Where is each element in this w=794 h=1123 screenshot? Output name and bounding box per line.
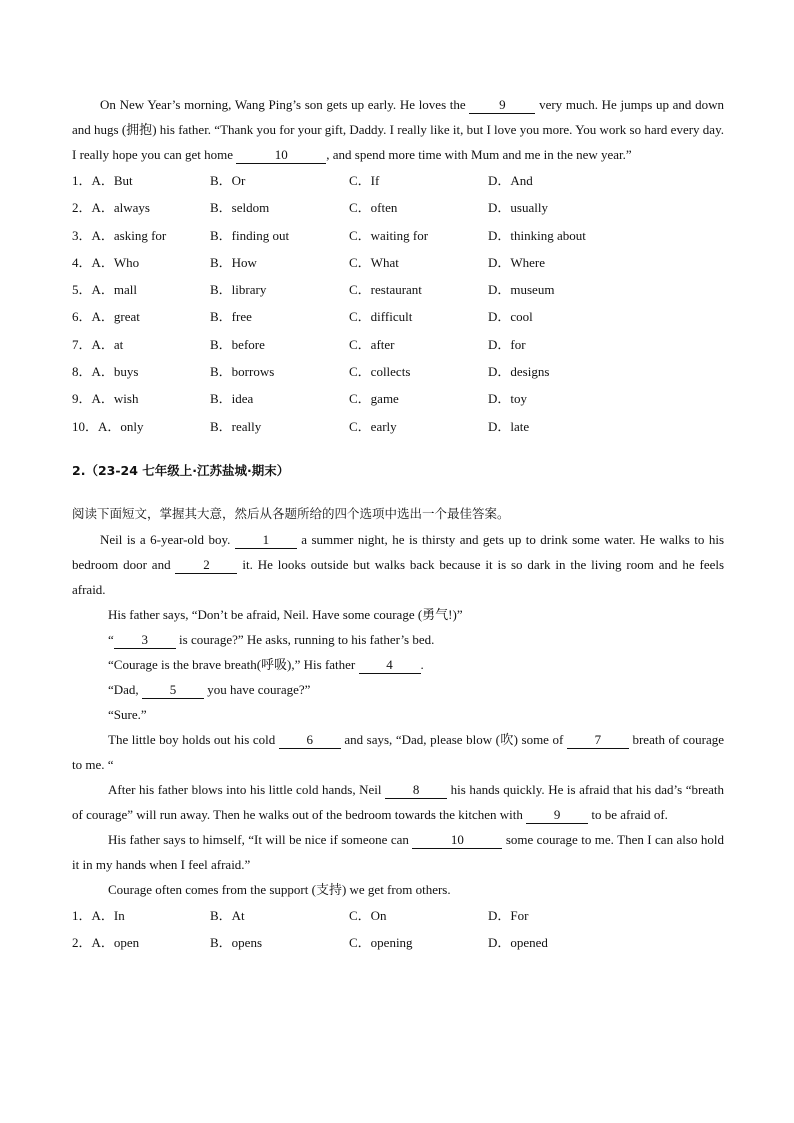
option-row xyxy=(72,194,724,221)
passage-text: The little boy holds out his cold xyxy=(108,731,276,747)
option-row xyxy=(72,249,724,276)
blank-10: 10 xyxy=(412,832,502,849)
passage-text: . xyxy=(420,656,424,672)
blank-8: 8 xyxy=(385,782,447,799)
passage-text: breath of courage to me. “ xyxy=(72,731,725,772)
option-a: 1．A．In xyxy=(72,907,125,923)
option-a: 6．A．great xyxy=(72,309,140,325)
option-row xyxy=(72,303,724,330)
option-c: C．difficult xyxy=(349,309,413,325)
passage-2-paragraph xyxy=(72,727,724,777)
passage-2-line xyxy=(72,877,724,902)
blank-1: 1 xyxy=(235,532,297,549)
option-d: D．designs xyxy=(488,364,550,380)
option-a: 2．A．always xyxy=(72,200,150,216)
passage-text: it. He looks outside but walks back because it is so dark in the living room and he feels afraid. xyxy=(72,556,725,597)
option-b: B．before xyxy=(210,336,265,352)
option-c: C．restaurant xyxy=(349,282,422,298)
option-b: B．free xyxy=(210,309,252,325)
option-row xyxy=(72,902,724,929)
option-d: D．thinking about xyxy=(488,227,586,243)
option-a: 10．A．only xyxy=(72,418,144,434)
passage-text: His father says to himself, “It will be nice if someone can xyxy=(108,831,409,847)
option-c: C．early xyxy=(349,418,397,434)
option-b: B．idea xyxy=(210,391,254,407)
passage-text: On New Year’s morning, Wang Ping’s son gets up early. He loves the xyxy=(100,97,466,112)
option-b: B．seldom xyxy=(210,200,270,216)
passage-text: “ xyxy=(108,631,114,647)
option-a: 1．A．But xyxy=(72,173,133,188)
passage-text: you have courage?” xyxy=(207,681,311,697)
passage-2-line xyxy=(72,602,724,627)
option-d: D．Where xyxy=(488,254,546,270)
option-b: B．opens xyxy=(210,935,263,951)
option-a: 7．A．at xyxy=(72,336,124,352)
blank-4: 4 xyxy=(359,657,421,674)
passage-2-line xyxy=(72,627,724,652)
blank-3: 3 xyxy=(114,632,176,649)
document-page xyxy=(72,92,724,957)
passage-text: his hands quickly. He is afraid that his dad’s “breath of courage” will run away. Then he walks out of the bedroom towards the kitchen with xyxy=(72,781,725,822)
option-b: B．Or xyxy=(210,173,246,188)
passage-text: Neil is a 6-year-old boy. xyxy=(100,531,231,547)
blank-5: 5 xyxy=(142,682,204,699)
option-c: C．often xyxy=(349,200,398,216)
passage-text: His father says, “Don’t be afraid, Neil. Have some courage (勇气!)” xyxy=(108,606,463,622)
option-b: B．really xyxy=(210,418,262,434)
passage-text: a summer night, he is thirsty and gets up to drink some water. He walks to his bedroom door and xyxy=(72,531,725,572)
option-c: C．If xyxy=(349,173,380,188)
option-c: C．waiting for xyxy=(349,227,429,243)
option-b: B．At xyxy=(210,907,245,923)
option-a: 5．A．mall xyxy=(72,282,137,298)
option-d: D．usually xyxy=(488,200,548,216)
option-row xyxy=(72,276,724,303)
passage-1-paragraph xyxy=(72,92,724,167)
option-row xyxy=(72,385,724,412)
passage-text: “Courage is the brave breath(呼吸),” His father xyxy=(108,656,356,672)
option-b: B．borrows xyxy=(210,364,275,380)
blank-9: 9 xyxy=(526,807,588,824)
option-a: 9．A．wish xyxy=(72,391,139,407)
option-d: D．cool xyxy=(488,309,533,325)
passage-2-paragraph xyxy=(72,777,724,827)
option-d: D．late xyxy=(488,418,530,434)
blank-6: 6 xyxy=(279,732,341,749)
options-list-2 xyxy=(72,902,724,957)
passage-text: is courage?” He asks, running to his father’s bed. xyxy=(179,631,435,647)
option-row xyxy=(72,413,724,440)
passage-2-paragraph-1 xyxy=(72,527,724,602)
blank-10: 10 xyxy=(236,147,326,164)
passage-text: “Dad, xyxy=(108,681,139,697)
option-a: 3．A．asking for xyxy=(72,227,167,243)
section-heading: 2.（23-24 七年级上·江苏盐城·期末） xyxy=(72,462,290,478)
option-d: D．opened xyxy=(488,935,548,951)
option-b: B．How xyxy=(210,254,257,270)
option-d: D．for xyxy=(488,336,526,352)
passage-2-paragraph xyxy=(72,827,724,877)
passage-text: to be afraid of. xyxy=(591,806,668,822)
option-a: 4．A．Who xyxy=(72,254,140,270)
passage-text: Courage often comes from the support (支持) we get from others. xyxy=(108,881,451,897)
option-b: B．finding out xyxy=(210,227,290,243)
passage-text: some courage to me. Then I can also hold it in my hands when I feel afraid.” xyxy=(72,831,724,872)
option-c: C．after xyxy=(349,336,395,352)
passage-2-line xyxy=(72,652,724,677)
passage-text: and says, “Dad, please blow (吹) some of xyxy=(344,731,564,747)
option-d: D．And xyxy=(488,173,533,188)
option-d: D．museum xyxy=(488,282,555,298)
option-row xyxy=(72,167,724,194)
option-c: C．opening xyxy=(349,935,413,951)
passage-text: very much. He jumps up and down and hugs (拥抱) his father. “Thank you for your gift, Daddy. I really like it, but I love you more. You work so hard every day. I really hope you can get home xyxy=(72,97,725,162)
option-row xyxy=(72,331,724,358)
options-list-1 xyxy=(72,167,724,440)
passage-2-line xyxy=(72,702,724,727)
option-b: B．library xyxy=(210,282,267,298)
option-row xyxy=(72,358,724,385)
passage-text: After his father blows into his little cold hands, Neil xyxy=(108,781,382,797)
passage-text: “Sure.” xyxy=(108,706,147,722)
option-a: 2．A．open xyxy=(72,935,140,951)
passage-2-line xyxy=(72,677,724,702)
instruction-text: 阅读下面短文，掌握其大意，然后从各题所给的四个选项中选出一个最佳答案。 xyxy=(72,505,510,521)
blank-2: 2 xyxy=(175,557,237,574)
passage-text: , and spend more time with Mum and me in the new year.” xyxy=(326,147,632,162)
option-c: C．game xyxy=(349,391,399,407)
option-c: C．On xyxy=(349,907,387,923)
option-row xyxy=(72,929,724,956)
option-c: C．What xyxy=(349,254,399,270)
option-row xyxy=(72,222,724,249)
blank-9: 9 xyxy=(469,97,535,114)
blank-7: 7 xyxy=(567,732,629,749)
option-c: C．collects xyxy=(349,364,411,380)
option-d: D．toy xyxy=(488,391,528,407)
option-d: D．For xyxy=(488,907,529,923)
option-a: 8．A．buys xyxy=(72,364,139,380)
